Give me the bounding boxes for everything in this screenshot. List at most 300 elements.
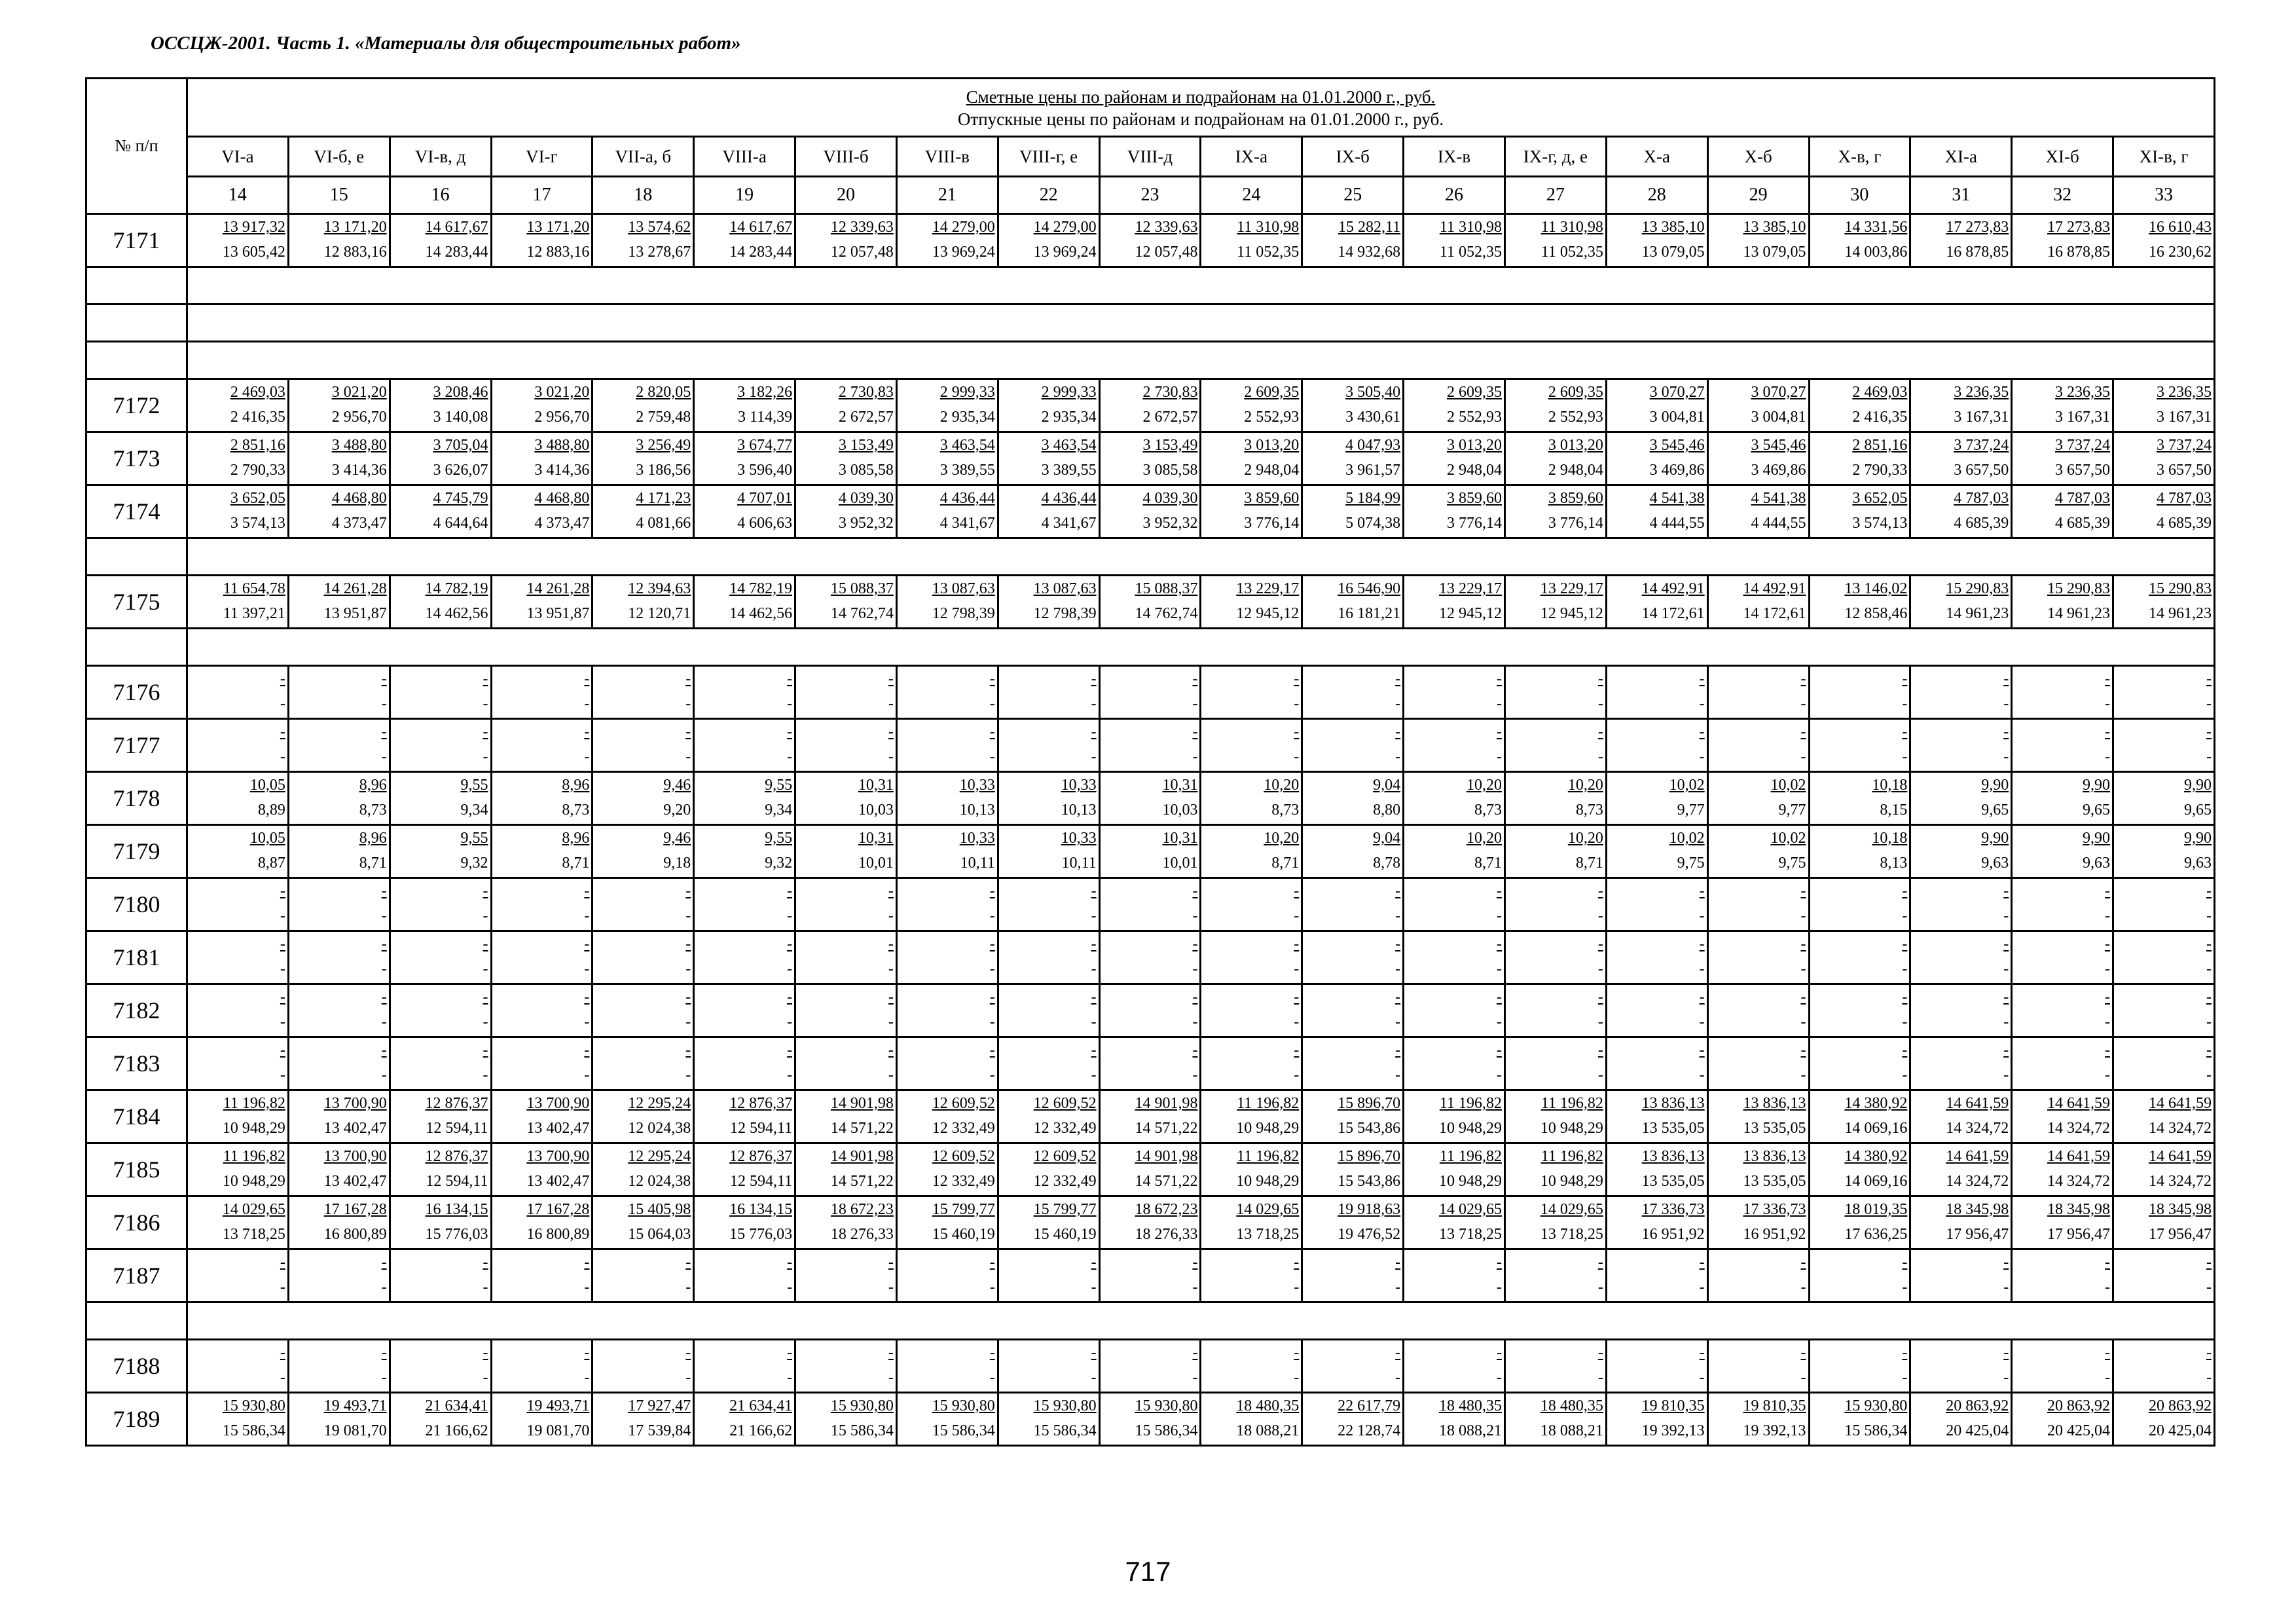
estimate-price: - bbox=[1091, 1344, 1097, 1361]
price-cell bbox=[390, 1037, 491, 1090]
estimate-price: 9,55 bbox=[765, 777, 793, 794]
estimate-price: 3 021,20 bbox=[534, 384, 590, 401]
release-price: 3 114,39 bbox=[737, 409, 793, 426]
estimate-price: 10,02 bbox=[1669, 777, 1705, 794]
release-price: - bbox=[2206, 695, 2212, 712]
release-price: - bbox=[2105, 908, 2111, 925]
price-cell bbox=[1606, 878, 1707, 931]
estimate-price: - bbox=[685, 1344, 691, 1361]
blank-cell bbox=[187, 1302, 2215, 1340]
column-header: VIII-б bbox=[795, 137, 897, 177]
price-cell bbox=[1707, 825, 1809, 878]
price-cell bbox=[2113, 214, 2215, 267]
release-price: - bbox=[2003, 1014, 2009, 1031]
release-price: 5 074,38 bbox=[1345, 515, 1401, 532]
price-cell bbox=[1606, 432, 1707, 485]
price-cell bbox=[1707, 931, 1809, 984]
release-price: 3 776,14 bbox=[1244, 515, 1300, 532]
estimate-price: 10,33 bbox=[959, 830, 995, 847]
price-cell bbox=[2113, 666, 2215, 719]
price-cell bbox=[1707, 1393, 1809, 1446]
price-cell bbox=[795, 825, 897, 878]
estimate-price: 4 039,30 bbox=[1142, 490, 1198, 507]
price-cell bbox=[896, 984, 998, 1037]
estimate-price: 2 609,35 bbox=[1548, 384, 1603, 401]
estimate-price: 3 545,46 bbox=[1649, 437, 1705, 454]
price-cell bbox=[1809, 1037, 1910, 1090]
price-cell bbox=[1201, 1196, 1302, 1249]
price-cell bbox=[1404, 719, 1505, 772]
estimate-price: 14 641,59 bbox=[1946, 1148, 2009, 1165]
release-price: - bbox=[381, 1067, 387, 1084]
price-cell bbox=[2012, 379, 2113, 432]
estimate-price: 13 087,63 bbox=[1033, 580, 1097, 597]
price-cell bbox=[1809, 576, 1910, 629]
price-cell bbox=[390, 772, 491, 825]
price-cell bbox=[795, 1393, 897, 1446]
estimate-price: 14 901,98 bbox=[1135, 1095, 1198, 1112]
release-price: 4 444,55 bbox=[1751, 515, 1806, 532]
release-price: 14 462,56 bbox=[425, 605, 488, 622]
release-price: 12 945,12 bbox=[1236, 605, 1300, 622]
price-cell bbox=[998, 485, 1099, 538]
price-cell bbox=[288, 576, 390, 629]
release-price: 3 430,61 bbox=[1345, 409, 1401, 426]
release-price: - bbox=[685, 908, 691, 925]
price-cell bbox=[390, 1143, 491, 1196]
blank-row bbox=[86, 267, 2215, 304]
row-number: 7175 bbox=[86, 576, 187, 629]
estimate-price: - bbox=[1294, 936, 1300, 953]
release-price: - bbox=[685, 695, 691, 712]
estimate-price: 13 836,13 bbox=[1743, 1148, 1806, 1165]
estimate-price: 9,90 bbox=[2184, 777, 2212, 794]
release-price: - bbox=[1902, 1067, 1908, 1084]
price-cell bbox=[187, 931, 289, 984]
estimate-price: 2 609,35 bbox=[1446, 384, 1502, 401]
estimate-price: 3 208,46 bbox=[433, 384, 488, 401]
release-price: 16 800,89 bbox=[323, 1226, 387, 1243]
estimate-price: - bbox=[1192, 671, 1198, 688]
estimate-price: - bbox=[1800, 1344, 1806, 1361]
release-price: - bbox=[483, 695, 488, 712]
price-cell bbox=[390, 719, 491, 772]
row-number: 7173 bbox=[86, 432, 187, 485]
estimate-price: - bbox=[2105, 883, 2111, 900]
release-price: 9,32 bbox=[460, 855, 488, 872]
estimate-price: - bbox=[483, 989, 488, 1006]
estimate-price: - bbox=[483, 724, 488, 741]
estimate-price: 16 134,15 bbox=[425, 1201, 488, 1218]
column-header: VI-а bbox=[187, 137, 289, 177]
estimate-price: - bbox=[787, 1042, 793, 1059]
estimate-price: 2 469,03 bbox=[1852, 384, 1908, 401]
estimate-price: - bbox=[1597, 1254, 1603, 1271]
estimate-price: 10,20 bbox=[1466, 777, 1502, 794]
estimate-price: 18 345,98 bbox=[2149, 1201, 2212, 1218]
estimate-price: 17 336,73 bbox=[1743, 1201, 1806, 1218]
price-cell bbox=[1707, 1340, 1809, 1393]
release-price: 19 081,70 bbox=[323, 1422, 387, 1439]
release-price: - bbox=[787, 1014, 793, 1031]
estimate-price: - bbox=[1395, 883, 1401, 900]
price-cell bbox=[1099, 576, 1201, 629]
release-price: - bbox=[280, 748, 285, 766]
price-cell bbox=[1404, 576, 1505, 629]
release-price: - bbox=[1091, 1369, 1097, 1386]
release-price: 17 636,25 bbox=[1844, 1226, 1908, 1243]
column-header: VI-б, е bbox=[288, 137, 390, 177]
price-cell bbox=[1910, 1393, 2012, 1446]
release-price: - bbox=[685, 1067, 691, 1084]
price-cell bbox=[1302, 214, 1404, 267]
release-price: - bbox=[584, 695, 590, 712]
price-cell bbox=[2113, 719, 2215, 772]
release-price: 12 594,11 bbox=[729, 1120, 793, 1137]
release-price: - bbox=[1496, 1279, 1502, 1296]
estimate-price: 13 087,63 bbox=[932, 580, 995, 597]
table-row bbox=[86, 878, 2215, 931]
release-price: - bbox=[888, 1014, 894, 1031]
estimate-price: - bbox=[1597, 936, 1603, 953]
release-price: 10,11 bbox=[960, 855, 995, 872]
release-price: 2 956,70 bbox=[331, 409, 387, 426]
release-price: - bbox=[1091, 748, 1097, 766]
release-price: 3 657,50 bbox=[2055, 462, 2111, 479]
price-cell bbox=[896, 214, 998, 267]
price-cell bbox=[390, 1249, 491, 1302]
release-price: - bbox=[2206, 908, 2212, 925]
estimate-price: 19 810,35 bbox=[1641, 1397, 1705, 1414]
release-price: 2 552,93 bbox=[1446, 409, 1502, 426]
estimate-price: - bbox=[1902, 724, 1908, 741]
release-price: - bbox=[787, 1067, 793, 1084]
estimate-price: - bbox=[1496, 936, 1502, 953]
price-cell bbox=[795, 214, 897, 267]
release-price: - bbox=[989, 908, 995, 925]
release-price: - bbox=[1902, 1369, 1908, 1386]
release-price: 12 858,46 bbox=[1844, 605, 1908, 622]
release-price: 19 081,70 bbox=[526, 1422, 590, 1439]
price-cell bbox=[1504, 214, 1606, 267]
release-price: 15 586,34 bbox=[830, 1422, 894, 1439]
release-price: 10 948,29 bbox=[1438, 1120, 1502, 1137]
price-cell bbox=[998, 825, 1099, 878]
column-header: X-а bbox=[1606, 137, 1707, 177]
column-number: 25 bbox=[1302, 177, 1404, 214]
price-cell bbox=[1201, 719, 1302, 772]
estimate-price: 15 930,80 bbox=[222, 1397, 285, 1414]
price-cell bbox=[896, 485, 998, 538]
price-cell bbox=[795, 576, 897, 629]
release-price: 13 535,05 bbox=[1743, 1120, 1806, 1137]
estimate-price: - bbox=[989, 1042, 995, 1059]
release-price: - bbox=[1597, 748, 1603, 766]
estimate-price: 3 737,24 bbox=[2157, 437, 2212, 454]
estimate-price: - bbox=[2003, 1254, 2009, 1271]
estimate-price: 3 236,35 bbox=[1954, 384, 2009, 401]
release-price: 16 800,89 bbox=[526, 1226, 590, 1243]
price-cell bbox=[187, 984, 289, 1037]
release-price: 13 079,05 bbox=[1641, 244, 1705, 261]
price-cell bbox=[896, 666, 998, 719]
estimate-price: - bbox=[1294, 989, 1300, 1006]
estimate-price: - bbox=[1496, 883, 1502, 900]
price-cell bbox=[1910, 825, 2012, 878]
estimate-price: 14 782,19 bbox=[729, 580, 793, 597]
price-cell bbox=[1201, 214, 1302, 267]
estimate-price: - bbox=[2206, 724, 2212, 741]
price-cell bbox=[1809, 1393, 1910, 1446]
column-number: 28 bbox=[1606, 177, 1707, 214]
estimate-price: - bbox=[685, 1254, 691, 1271]
estimate-price: 10,20 bbox=[1264, 830, 1300, 847]
release-price: - bbox=[1091, 1014, 1097, 1031]
price-cell bbox=[694, 1393, 795, 1446]
release-price: 15 776,03 bbox=[425, 1226, 488, 1243]
price-cell bbox=[491, 379, 592, 432]
release-price: 14 571,22 bbox=[830, 1120, 894, 1137]
estimate-price: 9,55 bbox=[765, 830, 793, 847]
release-price: 13 402,47 bbox=[526, 1173, 590, 1190]
estimate-price: - bbox=[2105, 936, 2111, 953]
price-cell bbox=[1302, 1037, 1404, 1090]
estimate-price: 15 290,83 bbox=[2047, 580, 2111, 597]
price-cell bbox=[1809, 1340, 1910, 1393]
estimate-price: 14 029,65 bbox=[1438, 1201, 1502, 1218]
estimate-price: 9,04 bbox=[1373, 830, 1401, 847]
estimate-price: 4 039,30 bbox=[838, 490, 894, 507]
row-number: 7172 bbox=[86, 379, 187, 432]
release-price: - bbox=[1294, 1014, 1300, 1031]
release-price: - bbox=[2105, 1067, 2111, 1084]
estimate-price: - bbox=[1192, 724, 1198, 741]
price-cell bbox=[390, 432, 491, 485]
release-price: - bbox=[685, 748, 691, 766]
estimate-price: 15 799,77 bbox=[932, 1201, 995, 1218]
release-price: - bbox=[584, 1369, 590, 1386]
price-cell bbox=[288, 379, 390, 432]
price-cell bbox=[592, 1196, 694, 1249]
price-cell bbox=[390, 931, 491, 984]
release-price: - bbox=[1800, 908, 1806, 925]
price-cell bbox=[1302, 719, 1404, 772]
price-cell bbox=[1809, 772, 1910, 825]
release-price: 12 332,49 bbox=[932, 1120, 995, 1137]
release-price: 12 332,49 bbox=[932, 1173, 995, 1190]
price-cell bbox=[694, 1249, 795, 1302]
estimate-price: - bbox=[2003, 989, 2009, 1006]
price-cell bbox=[1707, 432, 1809, 485]
release-price: 8,71 bbox=[1474, 855, 1502, 872]
estimate-price: 14 782,19 bbox=[425, 580, 488, 597]
release-price: 8,71 bbox=[1271, 855, 1300, 872]
release-price: - bbox=[280, 1279, 285, 1296]
estimate-price: - bbox=[2206, 989, 2212, 1006]
estimate-price: - bbox=[1597, 883, 1603, 900]
price-cell bbox=[1201, 1143, 1302, 1196]
estimate-price: 12 876,37 bbox=[729, 1148, 793, 1165]
column-header: VIII-д bbox=[1099, 137, 1201, 177]
blank-row bbox=[86, 538, 2215, 576]
release-price: 8,71 bbox=[1575, 855, 1603, 872]
release-price: 16 878,85 bbox=[1946, 244, 2009, 261]
estimate-price: 17 336,73 bbox=[1641, 1201, 1705, 1218]
estimate-price: 15 896,70 bbox=[1338, 1095, 1401, 1112]
release-price: - bbox=[2003, 1067, 2009, 1084]
blank-cell bbox=[187, 629, 2215, 666]
column-header: VII-а, б bbox=[592, 137, 694, 177]
price-cell bbox=[288, 1196, 390, 1249]
estimate-price: 19 810,35 bbox=[1743, 1397, 1806, 1414]
estimate-price: - bbox=[787, 724, 793, 741]
price-cell bbox=[1504, 1340, 1606, 1393]
table-row bbox=[86, 931, 2215, 984]
price-cell bbox=[1910, 379, 2012, 432]
estimate-price: - bbox=[787, 883, 793, 900]
row-number-header: № п/п bbox=[86, 79, 187, 214]
release-price: - bbox=[1395, 748, 1401, 766]
price-cell bbox=[491, 1143, 592, 1196]
estimate-price: 3 545,46 bbox=[1751, 437, 1806, 454]
price-cell bbox=[795, 379, 897, 432]
price-cell bbox=[288, 666, 390, 719]
release-price: - bbox=[1597, 695, 1603, 712]
price-cell bbox=[187, 1249, 289, 1302]
release-price: - bbox=[989, 1067, 995, 1084]
release-price: 3 085,58 bbox=[838, 462, 894, 479]
release-price: - bbox=[888, 961, 894, 978]
price-cell bbox=[1302, 1143, 1404, 1196]
estimate-price: - bbox=[1800, 1254, 1806, 1271]
release-price: 3 004,81 bbox=[1751, 409, 1806, 426]
price-cell bbox=[2012, 1340, 2113, 1393]
release-price: 10 948,29 bbox=[1438, 1173, 1502, 1190]
release-price: 14 324,72 bbox=[1946, 1173, 2009, 1190]
release-price: - bbox=[1699, 1369, 1705, 1386]
release-price: 2 935,34 bbox=[939, 409, 995, 426]
price-cell bbox=[1910, 719, 2012, 772]
estimate-price: 11 196,82 bbox=[1439, 1095, 1502, 1112]
price-cell bbox=[1809, 485, 1910, 538]
release-price: 12 798,39 bbox=[932, 605, 995, 622]
row-number: 7181 bbox=[86, 931, 187, 984]
price-cell bbox=[1099, 719, 1201, 772]
price-cell bbox=[390, 878, 491, 931]
estimate-price: - bbox=[1902, 1344, 1908, 1361]
estimate-price: - bbox=[280, 1344, 285, 1361]
estimate-price: - bbox=[1699, 1344, 1705, 1361]
release-price: 14 762,74 bbox=[1135, 605, 1198, 622]
estimate-price: - bbox=[1192, 1254, 1198, 1271]
estimate-price: 17 273,83 bbox=[2047, 219, 2111, 236]
estimate-price: - bbox=[1699, 883, 1705, 900]
estimate-price: - bbox=[2105, 1042, 2111, 1059]
release-price: - bbox=[1597, 1369, 1603, 1386]
estimate-price: 3 505,40 bbox=[1345, 384, 1401, 401]
price-cell bbox=[1201, 1249, 1302, 1302]
price-cell bbox=[1504, 1393, 1606, 1446]
release-price: 9,63 bbox=[1981, 855, 2009, 872]
estimate-price: 4 468,80 bbox=[331, 490, 387, 507]
price-cell bbox=[2113, 984, 2215, 1037]
price-cell bbox=[1099, 825, 1201, 878]
price-cell bbox=[1606, 1037, 1707, 1090]
release-price: 15 543,86 bbox=[1338, 1173, 1401, 1190]
release-price: 2 552,93 bbox=[1548, 409, 1603, 426]
price-cell bbox=[1707, 576, 1809, 629]
estimate-price: - bbox=[1395, 724, 1401, 741]
price-cell bbox=[694, 485, 795, 538]
price-cell bbox=[795, 878, 897, 931]
price-cell bbox=[2012, 576, 2113, 629]
estimate-price: 4 787,03 bbox=[1954, 490, 2009, 507]
estimate-price: 3 153,49 bbox=[1142, 437, 1198, 454]
price-cell bbox=[1504, 379, 1606, 432]
column-number: 16 bbox=[390, 177, 491, 214]
estimate-price: - bbox=[888, 724, 894, 741]
estimate-price: 14 492,91 bbox=[1743, 580, 1806, 597]
price-cell bbox=[592, 1090, 694, 1143]
price-cell bbox=[1809, 1143, 1910, 1196]
price-cell bbox=[491, 1196, 592, 1249]
estimate-price: 14 641,59 bbox=[2149, 1148, 2212, 1165]
release-price: 9,65 bbox=[1981, 802, 2009, 819]
price-cell bbox=[1404, 1249, 1505, 1302]
price-cell bbox=[592, 666, 694, 719]
price-cell bbox=[187, 719, 289, 772]
price-cell bbox=[1504, 1037, 1606, 1090]
release-price: - bbox=[483, 1279, 488, 1296]
price-cell bbox=[187, 666, 289, 719]
blank-cell bbox=[86, 1302, 187, 1340]
price-cell bbox=[2012, 1249, 2113, 1302]
release-price: 9,65 bbox=[2083, 802, 2111, 819]
release-price: 9,65 bbox=[2184, 802, 2212, 819]
price-cell bbox=[491, 576, 592, 629]
price-cell bbox=[1606, 931, 1707, 984]
estimate-price: 19 493,71 bbox=[323, 1397, 387, 1414]
release-price: - bbox=[888, 748, 894, 766]
release-price: 8,71 bbox=[562, 855, 590, 872]
estimate-price: 9,46 bbox=[663, 830, 691, 847]
price-cell bbox=[491, 931, 592, 984]
price-cell bbox=[998, 1393, 1099, 1446]
estimate-price: 3 737,24 bbox=[1954, 437, 2009, 454]
price-cell bbox=[491, 485, 592, 538]
price-cell bbox=[998, 1090, 1099, 1143]
row-number: 7182 bbox=[86, 984, 187, 1037]
estimate-price: 8,96 bbox=[562, 777, 590, 794]
release-price: - bbox=[1395, 961, 1401, 978]
price-cell bbox=[896, 1037, 998, 1090]
release-price: 2 672,57 bbox=[838, 409, 894, 426]
price-cell bbox=[491, 825, 592, 878]
price-cell bbox=[1606, 984, 1707, 1037]
release-price: - bbox=[280, 1014, 285, 1031]
estimate-price: 12 295,24 bbox=[628, 1148, 691, 1165]
column-number: 20 bbox=[795, 177, 897, 214]
row-number: 7185 bbox=[86, 1143, 187, 1196]
release-price: 3 657,50 bbox=[2157, 462, 2212, 479]
estimate-price: 15 896,70 bbox=[1338, 1148, 1401, 1165]
release-price: 16 230,62 bbox=[2149, 244, 2212, 261]
release-price: - bbox=[1496, 1014, 1502, 1031]
estimate-price: - bbox=[989, 989, 995, 1006]
price-cell bbox=[1910, 1143, 2012, 1196]
estimate-price: - bbox=[1800, 883, 1806, 900]
price-cell bbox=[1707, 379, 1809, 432]
